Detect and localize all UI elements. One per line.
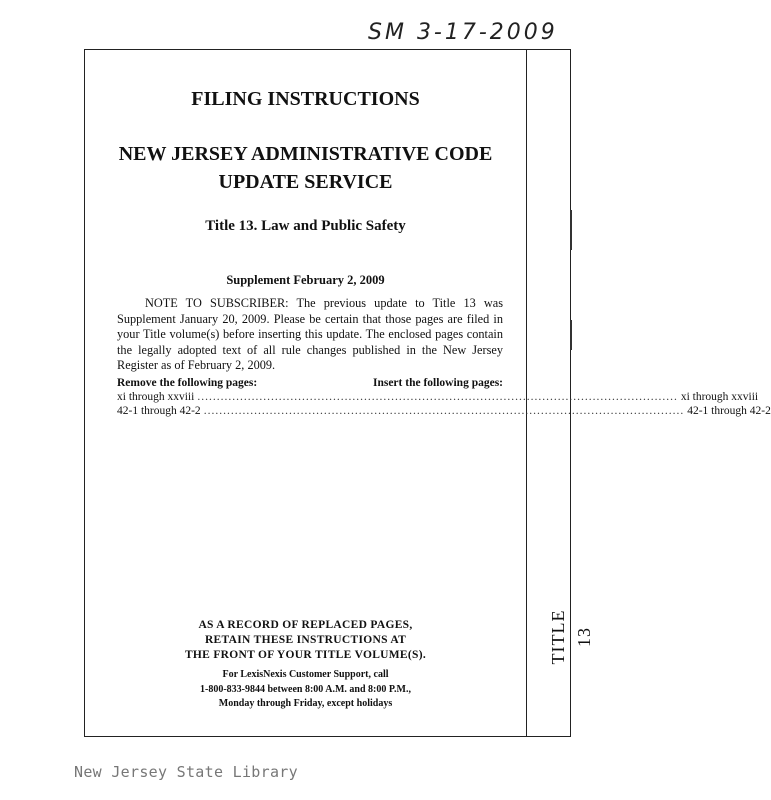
tab-edge-mark xyxy=(570,210,572,250)
code-title-line2: UPDATE SERVICE xyxy=(218,171,393,193)
support-line2: 1-800-833-9844 between 8:00 A.M. and 8:00 P.M., xyxy=(199,683,411,695)
filing-instructions-heading: FILING INSTRUCTIONS xyxy=(191,88,420,110)
code-title xyxy=(84,140,527,196)
customer-support-info xyxy=(84,668,527,712)
dot-leader: ............................................................................................................................ xyxy=(197,391,678,403)
record-line3: THE FRONT OF YOUR TITLE VOLUME(S). xyxy=(184,649,427,661)
dot-leader: ............................................................................................................................ xyxy=(203,405,685,417)
title-tab-label: TITLE 13 xyxy=(548,609,594,665)
code-title-line1: NEW JERSEY ADMINISTRATIVE CODE xyxy=(118,143,493,165)
remove-pages-header: Remove the following pages: xyxy=(117,377,258,389)
insert-pages: 42-1 through 42-2 xyxy=(687,405,771,417)
supplement-date: Supplement February 2, 2009 xyxy=(226,273,385,287)
page-row xyxy=(117,391,759,403)
page-row xyxy=(117,405,771,417)
tab-frame-bottom xyxy=(527,736,570,737)
remove-pages: 42-1 through 42-2 xyxy=(117,405,201,417)
subscriber-note: NOTE TO SUBSCRIBER: The previous update to Title 13 was Supplement January 20, 2009. Please be certain that those pages are filed in your Title volume(s) before inserting this update. The enclosed pages contain the legally adopted text of all rule changes published in the New Jersey Register as of February 2, 2009. xyxy=(117,296,503,373)
record-line2: RETAIN THESE INSTRUCTIONS AT xyxy=(204,634,407,646)
record-line1: AS A RECORD OF REPLACED PAGES, xyxy=(198,619,413,631)
support-line1: For LexisNexis Customer Support, call xyxy=(222,669,389,680)
pages-header xyxy=(117,377,503,389)
title-name: Title 13. Law and Public Safety xyxy=(205,218,406,234)
tab-edge-mark xyxy=(570,320,572,350)
library-stamp: New Jersey State Library xyxy=(74,763,298,781)
insert-pages: xi through xxviii xyxy=(680,391,759,403)
tab-frame-top xyxy=(527,49,570,50)
record-instructions xyxy=(84,618,527,663)
remove-pages: xi through xxviii xyxy=(117,391,195,403)
insert-pages-header: Insert the following pages: xyxy=(372,377,503,389)
support-line3: Monday through Friday, except holidays xyxy=(218,698,393,709)
handwritten-date-note: SM 3-17-2009 xyxy=(368,20,558,45)
